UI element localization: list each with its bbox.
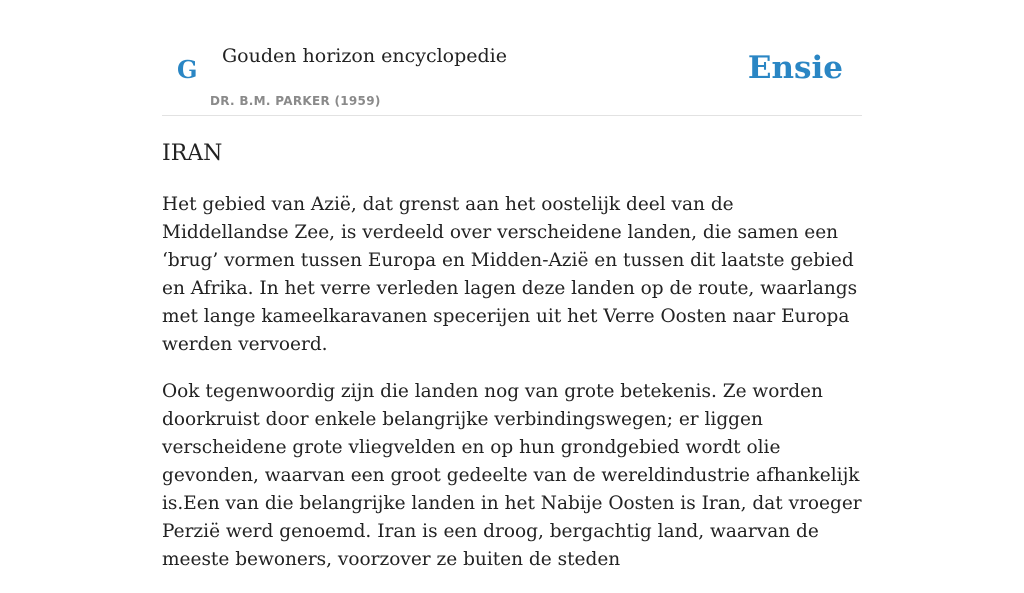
- article-paragraph: Ook tegenwoordig zijn die landen nog van grote betekenis. Ze worden doorkruist door enkele belangrijke verbindingswegen; er liggen verscheidene grote vliegvelden en op hun grondgebied wordt olie gevonden, waarvan een groot gedeelte van de wereldindustrie afhankelijk is.Een van die belangrijke landen in het Nabije Oosten is Iran, dat vroeger Perzië werd genoemd. Iran is een droog, bergachtig land, waarvan de meeste bewoners, voorzover ze buiten de steden: [162, 381, 862, 570]
- content-container: [162, 0, 862, 570]
- article-body: [162, 191, 862, 593]
- article-paragraph: Het gebied van Azië, dat grenst aan het oostelijk deel van de Middellandse Zee, is verdeeld over verscheidene landen, die samen een ‘brug’ vormen tussen Europa en Midden-Azië en tussen dit laatste gebied en Afrika. In het verre verleden lagen deze landen op de route, waarlangs met lange kameelkaravanen specerijen uit het Verre Oosten naar Europa werden vervoerd.: [162, 194, 858, 355]
- book-logo[interactable]: G: [177, 55, 198, 84]
- book-author: DR. B.M. PARKER (1959): [210, 94, 381, 108]
- brand-logo[interactable]: Ensie: [747, 50, 843, 86]
- book-title[interactable]: Gouden horizon encyclopedie: [222, 45, 507, 67]
- book-header: [162, 0, 862, 116]
- article-title: IRAN: [162, 141, 223, 166]
